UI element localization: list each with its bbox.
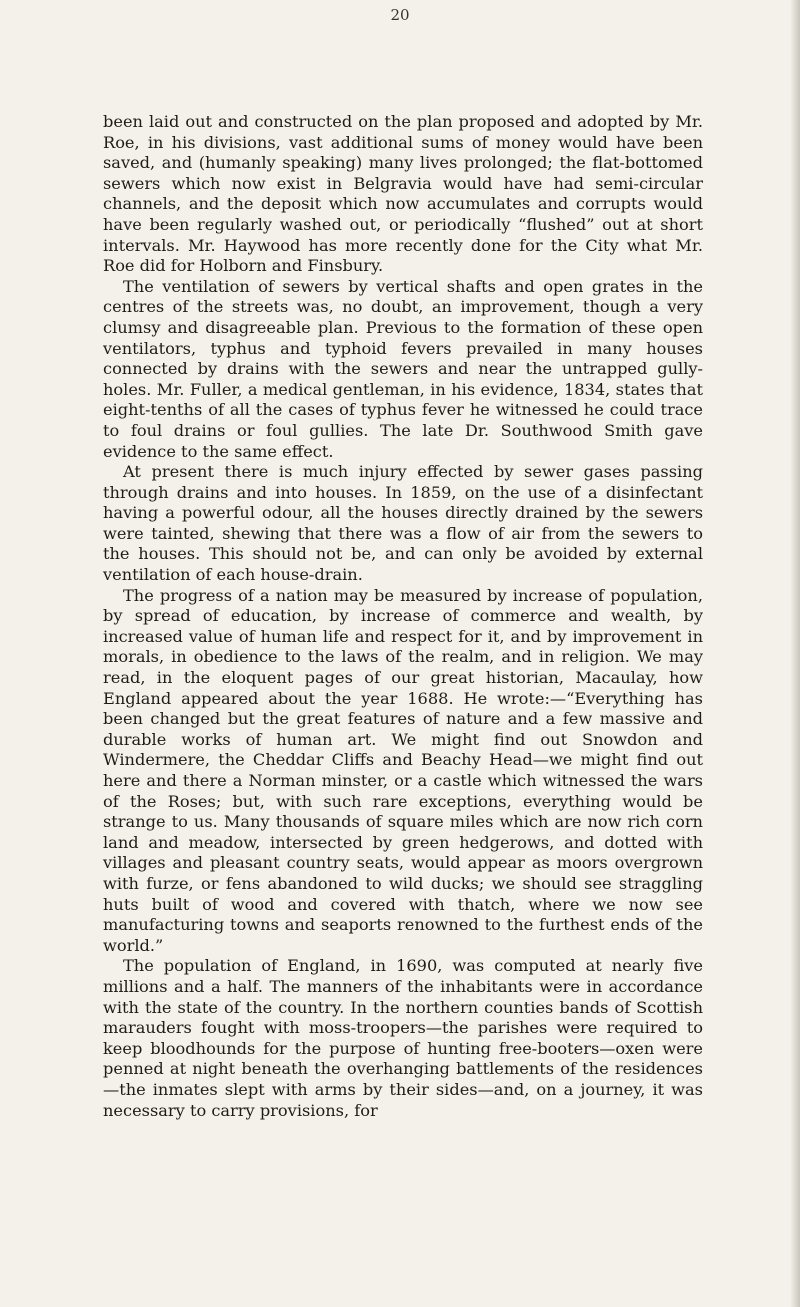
paragraph-2: The ventilation of sewers by vertical shafts and open grates in the centres of the streets was, no doubt, an improvement, though a very clumsy and disagreeable plan. Previous to the formation of these open ventilators, typhus and typhoid fevers prevailed in many houses connected by drains with the sewers and near the untrapped gully-holes. Mr. Fuller, a medical gentleman, in his evidence, 1834, states that eight-tenths of all the cases of typhus fever he witnessed he could trace to foul drains or foul gullies. The late Dr. Southwood Smith gave evidence to the same effect.	[103, 276, 703, 461]
page-number: 20	[390, 6, 410, 24]
paragraph-4: The progress of a nation may be measured by increase of population, by spread of education, by increase of commerce and wealth, by increased value of human life and respect for it, and by improvement in morals, in obedience to the laws of the realm, and in religion. We may read, in the eloquent pages of our great historian, Macaulay, how England appeared about the year 1688. He wrote:—“Everything has been changed but the great features of nature and a few massive and durable works of human art. We might find out Snowdon and Windermere, the Cheddar Cliffs and Beachy Head—we might find out here and there a Norman minster, or a castle which witnessed the wars of the Roses; but, with such rare exceptions, everything would be strange to us. Many thousands of square miles which are now rich corn land and meadow, intersected by green hedgerows, and dotted with villages and pleasant country seats, would appear as moors overgrown with furze, or fens abandoned to wild ducks; we should see straggling huts built of wood and covered with thatch, where we now see manufacturing towns and seaports renowned to the furthest ends of the world.”	[103, 585, 703, 955]
page-edge	[790, 0, 800, 1307]
body-text	[103, 112, 703, 1121]
paragraph-5: The population of England, in 1690, was computed at nearly five millions and a half. The manners of the inhabitants were in accordance with the state of the country. In the northern counties bands of Scottish marauders fought with moss-troopers—the parishes were required to keep bloodhounds for the purpose of hunting free-booters—oxen were penned at night beneath the overhanging battlements of the residences—the inmates slept with arms by their sides—and, on a journey, it was necessary to carry provisions, for	[103, 956, 703, 1120]
paragraph-3: At present there is much injury effected by sewer gases passing through drains and into houses. In 1859, on the use of a disinfectant having a powerful odour, all the houses directly drained by the sewers were tainted, shewing that there was a flow of air from the sewers to the houses. This should not be, and can only be avoided by external ventilation of each house-drain.	[103, 462, 703, 585]
paragraph-1: been laid out and constructed on the plan proposed and adopted by Mr. Roe, in his divisions, vast additional sums of money would have been saved, and (humanly speaking) many lives prolonged; the flat-bottomed sewers which now exist in Belgravia would have had semi-circular channels, and the deposit which now accumulates and corrupts would have been regularly washed out, or periodically “flushed” out at short intervals. Mr. Haywood has more recently done for the City what Mr. Roe did for Holborn and Finsbury.	[103, 112, 703, 276]
